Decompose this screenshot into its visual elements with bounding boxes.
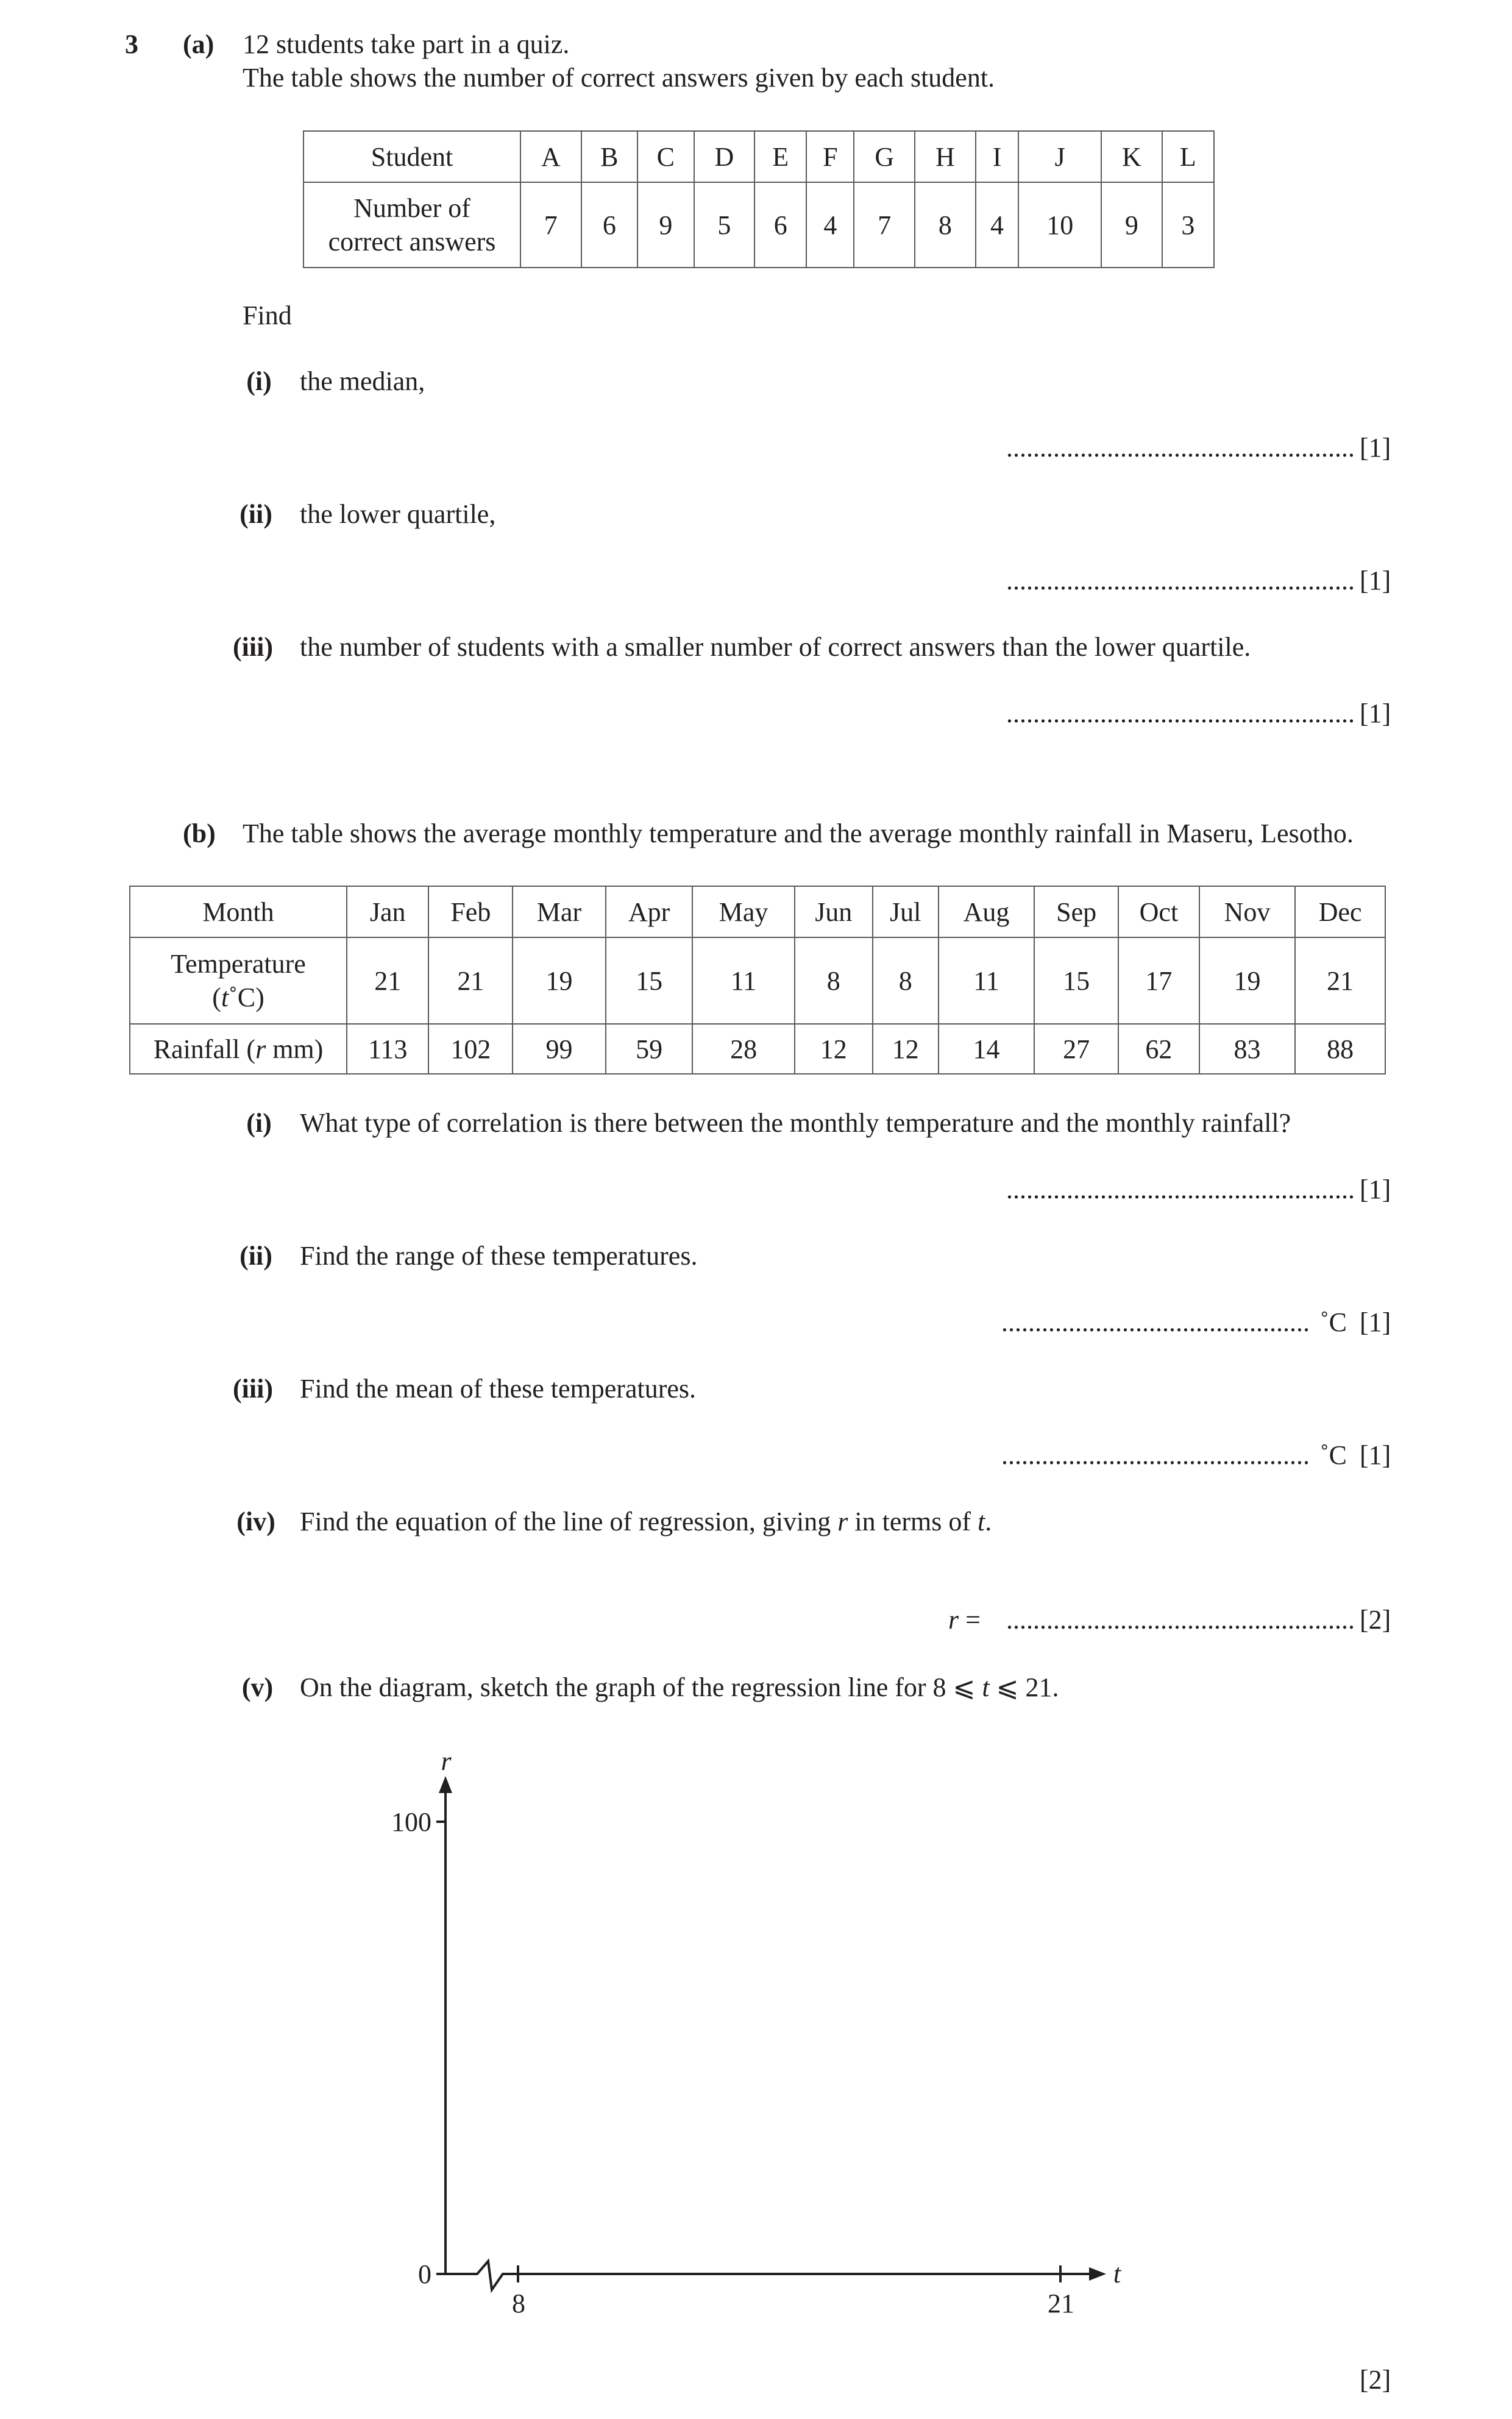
item-b-ii-label: (ii) xyxy=(240,1241,272,1271)
part-a-intro-2: The table shows the number of correct answers given by each student. xyxy=(243,63,995,93)
temperature-cell: 19 xyxy=(1199,937,1296,1024)
student-letter-cell: J xyxy=(1018,131,1101,182)
temperature-cell: 21 xyxy=(428,937,513,1024)
x-axis-label: t xyxy=(1113,2259,1121,2289)
marks-b-i: [1] xyxy=(1360,1174,1391,1204)
rainfall-cell: 14 xyxy=(939,1024,1035,1074)
student-letter-cell: K xyxy=(1101,131,1162,182)
item-a-ii-text: the lower quartile, xyxy=(300,499,496,529)
item-b-iv-label: (iv) xyxy=(236,1507,275,1536)
rainfall-cell: 88 xyxy=(1295,1024,1385,1074)
item-a-iii-label: (iii) xyxy=(233,632,273,662)
month-header-cell: Month xyxy=(130,886,347,937)
month-cell: Sep xyxy=(1034,886,1118,937)
rainfall-cell: 12 xyxy=(795,1024,873,1074)
correct-answers-cell: 9 xyxy=(637,182,694,268)
temperature-cell: 19 xyxy=(513,937,606,1024)
rainfall-cell: 28 xyxy=(692,1024,794,1074)
marks-b-iii: [1] xyxy=(1360,1440,1391,1470)
item-b-iv-text-end: . xyxy=(985,1507,992,1536)
answer-prefix-eq: = xyxy=(959,1605,981,1635)
item-b-v-var-t: t xyxy=(982,1672,990,1702)
item-b-iv-text-pre: Find the equation of the line of regression, giving xyxy=(300,1507,838,1536)
answer-line-a-iii[interactable]: .................................................... xyxy=(1006,698,1355,728)
student-letter-cell: D xyxy=(694,131,755,182)
temperature-cell: 15 xyxy=(606,937,693,1024)
y-axis-label: r xyxy=(441,1746,452,1776)
axis-break-zigzag xyxy=(445,2261,1091,2290)
part-a-label: (a) xyxy=(183,29,215,59)
rainfall-cell: 12 xyxy=(873,1024,939,1074)
rainfall-cell: 102 xyxy=(428,1024,513,1074)
correct-answers-cell: 5 xyxy=(694,182,755,268)
student-letter-cell: G xyxy=(854,131,915,182)
temperature-cell: 11 xyxy=(692,937,794,1024)
item-b-iv-var-r: r xyxy=(837,1507,848,1536)
student-header-cell: Student xyxy=(303,131,520,182)
item-a-i-label: (i) xyxy=(246,366,272,396)
month-cell: Jan xyxy=(347,886,428,937)
marks-b-ii: [1] xyxy=(1360,1307,1391,1337)
rainfall-cell: 59 xyxy=(606,1024,693,1074)
month-cell: Mar xyxy=(513,886,606,937)
item-a-i-text: the median, xyxy=(300,366,425,396)
student-letter-cell: H xyxy=(915,131,976,182)
item-b-ii-text: Find the range of these temperatures. xyxy=(300,1241,698,1271)
month-cell: Jul xyxy=(873,886,939,937)
item-b-iii-text: Find the mean of these temperatures. xyxy=(300,1374,697,1404)
correct-answers-cell: 10 xyxy=(1018,182,1101,268)
month-cell: Dec xyxy=(1295,886,1385,937)
part-b-intro: The table shows the average monthly temperature and the average monthly rainfall in Maseru, Lesotho. xyxy=(243,819,1354,848)
item-b-iv-var-t: t xyxy=(978,1507,985,1536)
rainfall-cell: 62 xyxy=(1118,1024,1199,1074)
x-tick-label-21: 21 xyxy=(1048,2289,1074,2318)
student-letter-cell: F xyxy=(806,131,854,182)
marks-a-ii: [1] xyxy=(1360,566,1391,595)
correct-answers-cell: 4 xyxy=(806,182,854,268)
correct-answers-cell: 6 xyxy=(754,182,806,268)
temperature-cell: 21 xyxy=(347,937,428,1024)
rainfall-cell: 113 xyxy=(347,1024,428,1074)
temperature-label-var: t xyxy=(221,982,229,1012)
student-letter-cell: E xyxy=(754,131,806,182)
correct-answers-cell: 4 xyxy=(976,182,1019,268)
marks-a-i: [1] xyxy=(1360,433,1391,463)
rainfall-label-var: r xyxy=(255,1034,266,1064)
part-b-label: (b) xyxy=(183,819,216,848)
part-a-intro: 12 students take part in a quiz. xyxy=(243,29,570,59)
correct-answers-cell: 7 xyxy=(520,182,581,268)
student-letter-cell: C xyxy=(637,131,694,182)
item-b-v-text-pre: On the diagram, sketch the graph of the regression line for 8 ⩽ xyxy=(300,1672,982,1702)
item-a-ii-label: (ii) xyxy=(240,499,272,529)
item-a-iii-text: the number of students with a smaller number of correct answers than the lower quartile. xyxy=(300,632,1251,662)
answer-line-b-iv[interactable]: .................................................... xyxy=(1006,1605,1355,1635)
x-axis-arrowhead xyxy=(1089,2267,1106,2281)
temperature-cell: 15 xyxy=(1034,937,1118,1024)
correct-answers-label-line2: correct answers xyxy=(328,227,496,257)
item-b-v-text-post: ⩽ 21. xyxy=(989,1672,1059,1702)
month-cell: Jun xyxy=(795,886,873,937)
origin-label: 0 xyxy=(418,2259,431,2289)
month-cell: Aug xyxy=(939,886,1035,937)
temperature-cell: 8 xyxy=(873,937,939,1024)
temperature-cell: 21 xyxy=(1295,937,1385,1024)
unit-b-ii: ˚C xyxy=(1320,1307,1347,1337)
student-letter-cell: A xyxy=(520,131,581,182)
x-tick-label-8: 8 xyxy=(512,2289,525,2318)
y-tick-label-100: 100 xyxy=(391,1807,431,1837)
temperature-label-open: ( xyxy=(212,982,221,1012)
correct-answers-cell: 9 xyxy=(1101,182,1162,268)
temperature-cell: 17 xyxy=(1118,937,1199,1024)
student-letter-cell: L xyxy=(1162,131,1214,182)
month-cell: Feb xyxy=(428,886,513,937)
unit-b-iii: ˚C xyxy=(1320,1440,1347,1470)
rainfall-label-pre: Rainfall ( xyxy=(153,1034,256,1064)
rainfall-cell: 83 xyxy=(1199,1024,1296,1074)
temperature-cell: 8 xyxy=(795,937,873,1024)
item-b-iii-label: (iii) xyxy=(233,1374,273,1404)
student-letter-cell: I xyxy=(976,131,1019,182)
answer-prefix-var: r xyxy=(948,1605,959,1635)
month-cell: Nov xyxy=(1199,886,1296,937)
rainfall-cell: 27 xyxy=(1034,1024,1118,1074)
month-cell: Oct xyxy=(1118,886,1199,937)
correct-answers-label-line1: Number of xyxy=(353,193,470,223)
find-text: Find xyxy=(243,300,292,330)
correct-answers-cell: 7 xyxy=(854,182,915,268)
temperature-label-close: ˚C) xyxy=(229,982,264,1012)
item-b-i-text: What type of correlation is there between the monthly temperature and the monthly rainfall? xyxy=(300,1108,1291,1138)
month-cell: Apr xyxy=(606,886,693,937)
correct-answers-cell: 3 xyxy=(1162,182,1214,268)
marks-b-v: [2] xyxy=(1360,2365,1391,2395)
item-b-v-label: (v) xyxy=(241,1672,274,1702)
answer-line-a-i[interactable]: .................................................... xyxy=(1006,433,1355,463)
marks-b-iv: [2] xyxy=(1360,1605,1391,1635)
rainfall-label-post: mm) xyxy=(266,1034,324,1064)
answer-line-b-iii[interactable]: .............................................. xyxy=(1001,1440,1310,1470)
answer-line-a-ii[interactable]: .................................................... xyxy=(1006,566,1355,595)
month-cell: May xyxy=(692,886,794,937)
student-letter-cell: B xyxy=(581,131,637,182)
marks-a-iii: [1] xyxy=(1360,698,1391,728)
y-axis-arrowhead xyxy=(439,1776,452,1793)
temperature-label-line1: Temperature xyxy=(171,949,306,979)
item-b-iv-text-mid: in terms of xyxy=(848,1507,978,1536)
correct-answers-cell: 8 xyxy=(915,182,976,268)
answer-line-b-i[interactable]: .................................................... xyxy=(1006,1174,1355,1204)
correct-answers-cell: 6 xyxy=(581,182,637,268)
item-b-i-label: (i) xyxy=(246,1108,272,1138)
rainfall-cell: 99 xyxy=(513,1024,606,1074)
temperature-cell: 11 xyxy=(939,937,1035,1024)
answer-line-b-ii[interactable]: .............................................. xyxy=(1001,1307,1310,1337)
question-number: 3 xyxy=(125,29,138,59)
